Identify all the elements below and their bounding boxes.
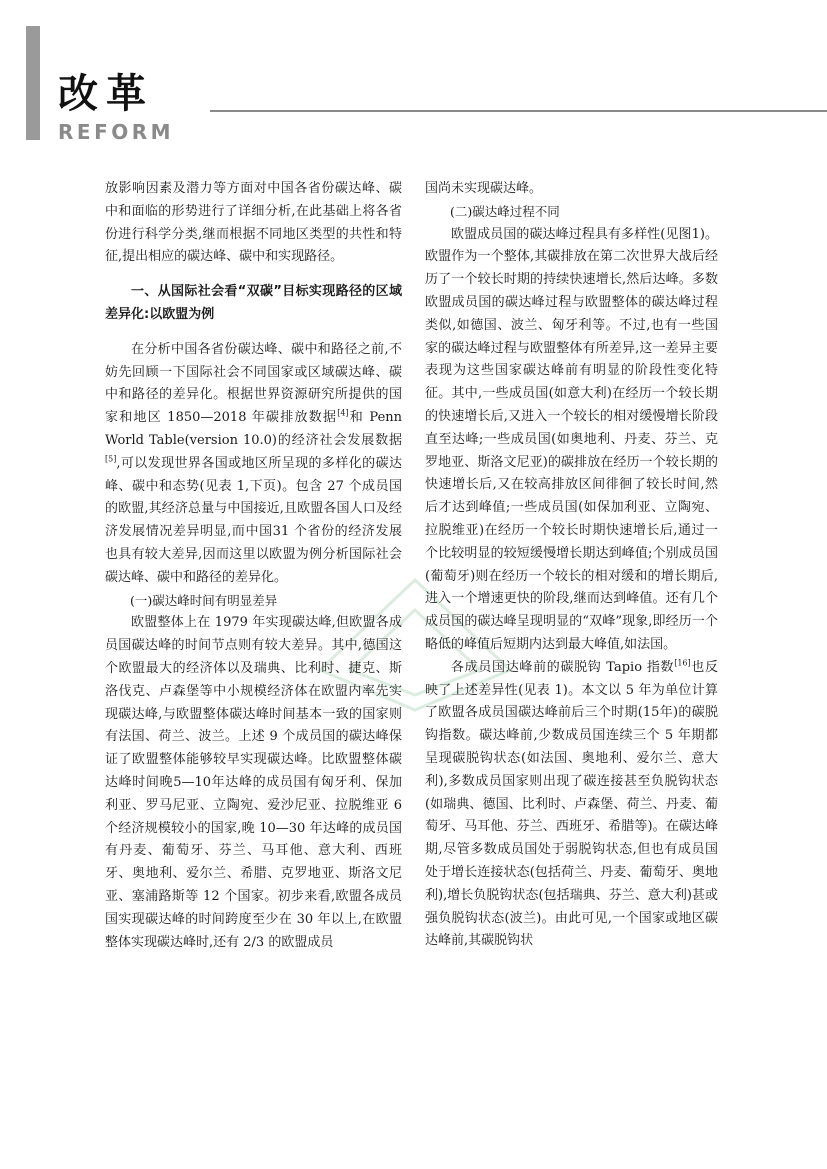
paragraph-4-part-b: 也反映了上述差异性(见表 1)。本文以 5 年为单位计算了欧盟各成员国碳达峰前后三个时期(15年)的碳脱钩指数。碳达峰前,少数成员国连续三个 5 年期都呈现碳脱钩状态(如法国、奥地利、爱尔兰、意大利),多数成员国家则出现了碳连接甚至负脱钩状态(如瑞典、德国、比利时、卢森堡、荷兰、丹麦、葡萄牙、马耳他、芬兰、西班牙、希腊等)。在碳达峰期,尽管多数成员国处于弱脱钩状态,但也有成员国处于增长连接状态(包括荷兰、丹麦、葡萄牙、奥地利),增长负脱钩状态(包括瑞典、芬兰、意大利)甚或强负脱钩状态(波兰)。由此可见,一个国家或地区碳达峰前,其碳脱钩状	[425, 659, 718, 949]
paragraph-3: 欧盟成员国的碳达峰过程具有多样性(见图1)。欧盟作为一个整体,其碳排放在第二次世界大战后经历了一个较长时期的持续快速增长,然后达峰。多数欧盟成员国的碳达峰过程与欧盟整体的碳达峰过程类似,如德国、波兰、匈牙利等。不过,也有一些国家的碳达峰过程与欧盟整体有所差异,这一差异主要表现为这些国家碳达峰前有明显的阶段性变化特征。其中,一些成员国(如意大利)在经历一个较长期的快速增长后,又进入一个较长的相对缓慢增长阶段直至达峰;一些成员国(如奥地利、丹麦、芬兰、克罗地亚、斯洛文尼亚)的碳排放在经历一个较长期的快速增长后,又在较高排放区间徘徊了较长时间,然后才达到峰值;一些成员国(如保加利亚、立陶宛、拉脱维亚)在经历一个较长时期快速增长后,通过一个比较明显的较短缓慢增长期达到峰值;个别成员国(葡萄牙)则在经历一个较长的相对缓和的增长期后,进入一个增速更快的阶段,继而达到峰值。还有几个成员国的碳达峰呈现明显的“双峰”现象,即经历一个略低的峰值后短期内达到最大峰值,如法国。	[425, 226, 718, 652]
section-title-en: REFORM	[58, 120, 175, 144]
citation-16[interactable]: [16]	[674, 658, 691, 668]
subsection-heading-1: (一)碳达峰时间有明显差异	[130, 592, 278, 608]
left-column	[105, 178, 402, 954]
section-title-cn: 改革	[58, 71, 154, 117]
citation-5[interactable]: [5]	[105, 454, 117, 464]
paragraph-2: 欧盟整体上在 1979 年实现碳达峰,但欧盟各成员国碳达峰的时间节点则有较大差异。其中,德国这个欧盟最大的经济体以及瑞典、比利时、捷克、斯洛伐克、卢森堡等中小规模经济体在欧盟内率先实现碳达峰,与欧盟整体碳达峰时间基本一致的国家则有法国、荷兰、波兰。上述 9 个成员国的碳达峰保证了欧盟整体能够较早实现碳达峰。比欧盟整体碳达峰时间晚5—10年达峰的成员国有匈牙利、保加利亚、罗马尼亚、立陶宛、爱沙尼亚、拉脱维亚 6 个经济规模较小的国家,晚 10—30 年达峰的成员国有丹麦、葡萄牙、芬兰、马耳他、意大利、西班牙、奥地利、爱尔兰、希腊、克罗地亚、斯洛文尼亚、塞浦路斯等 12 个国家。初步来看,欧盟各成员国实现碳达峰的时间跨度至少在 30 年以上,在欧盟整体实现碳达峰时,还有 2/3 的欧盟成员	[105, 615, 402, 950]
header-rule	[210, 110, 827, 112]
section-heading-1: 一、从国际社会看“双碳”目标实现路径的区域差异化:以欧盟为例	[105, 284, 402, 322]
paragraph-1-part-c: ,可以发现世界各国或地区所呈现的多样化的碳达峰、碳中和态势(见表 1,下页)。包含 27 个成员国的欧盟,其经济总量与中国接近,且欧盟各国人口及经济发展情况差异明显,而中国31 个省份的经济发展也具有较大差异,因而这里以欧盟为例分析国际社会碳达峰、碳中和路径的差异化。	[105, 455, 402, 585]
paragraph-2-end: 国尚未实现碳达峰。	[425, 181, 543, 196]
paragraph-4-part-a: 各成员国达峰前的碳脱钩 Tapio 指数	[451, 659, 675, 675]
paragraph-4	[425, 657, 718, 953]
paragraph-1-part-b: 和 Penn World Table(version 10.0)的经济社会发展数据	[105, 410, 403, 448]
citation-4[interactable]: [4]	[337, 408, 349, 418]
paragraph-1-part-a: 在分析中国各省份碳达峰、碳中和路径之前,不妨先回顾一下国际社会不同国家或区域碳达峰、碳中和路径的差异化。根据世界资源研究所提供的国家和地区 1850—2018 年碳排放数据	[105, 341, 402, 426]
header-side-bar	[26, 26, 40, 140]
subsection-heading-2: (二)碳达峰过程不同	[450, 203, 560, 219]
right-column	[425, 178, 718, 953]
intro-paragraph: 放影响因素及潜力等方面对中国各省份碳达峰、碳中和面临的形势进行了详细分析,在此基础上将各省份进行科学分类,继而根据不同地区类型的共性和特征,提出相应的碳达峰、碳中和实现路径。	[105, 181, 402, 265]
paragraph-1	[105, 339, 402, 590]
